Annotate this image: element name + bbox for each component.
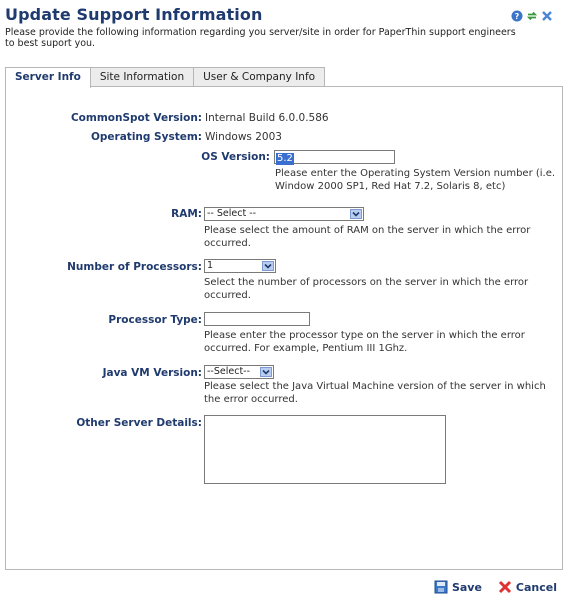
tab-panel-server-info (5, 86, 563, 570)
java-vm-label: Java VM Version: (102, 367, 202, 379)
operating-system-value: Windows 2003 (205, 131, 282, 143)
commonspot-version-value: Internal Build 6.0.0.586 (205, 112, 329, 124)
chevron-down-icon (260, 367, 272, 377)
close-icon[interactable] (541, 10, 553, 22)
refresh-icon[interactable] (526, 10, 538, 22)
cancel-label: Cancel (515, 580, 557, 594)
footer-actions (434, 580, 557, 594)
os-version-help: Please enter the Operating System Version number (i.e. Window 2000 SP1, Red Hat 7.2, Solaris 8, etc) (275, 168, 556, 192)
page-subtitle: Please provide the following information regarding you server/site in order for PaperThin support engineers to best suport you. (5, 27, 516, 49)
other-details-textarea[interactable] (204, 415, 446, 484)
save-button[interactable] (434, 580, 482, 594)
processors-help: Select the number of processors on the server in which the error occurred. (204, 277, 529, 301)
header-icons (511, 10, 553, 22)
ram-label: RAM: (171, 208, 202, 220)
os-version-input[interactable] (274, 150, 395, 164)
other-details-label: Other Server Details: (76, 417, 202, 429)
svg-text:?: ? (514, 12, 520, 21)
processor-type-input[interactable] (204, 312, 310, 326)
processor-type-help: Please enter the processor type on the server in which the error occurred. For example, Pentium III 1Ghz. (204, 330, 525, 354)
ram-help: Please select the amount of RAM on the server in which the error occurred. (204, 225, 531, 249)
tab-site-information[interactable]: Site Information (90, 67, 194, 87)
ram-select-value: -- Select -- (207, 208, 257, 219)
help-icon[interactable] (511, 10, 523, 22)
cancel-button[interactable] (498, 580, 557, 594)
tab-user-company-info[interactable]: User & Company Info (193, 67, 325, 87)
processors-label: Number of Processors: (67, 261, 202, 273)
os-version-value: 5.2 (277, 153, 293, 164)
tab-server-info[interactable]: Server Info (5, 67, 91, 88)
operating-system-label: Operating System: (90, 131, 202, 143)
chevron-down-icon (262, 261, 274, 271)
processor-type-label: Processor Type: (108, 314, 202, 326)
chevron-down-icon (350, 209, 362, 219)
save-label: Save (451, 580, 482, 594)
save-icon (434, 580, 448, 594)
tab-bar (5, 67, 324, 87)
processors-select-value: 1 (207, 260, 214, 271)
java-vm-help: Please select the Java Virtual Machine version of the server in which the error occurred. (204, 381, 546, 405)
commonspot-version-label: CommonSpot Version: (70, 112, 202, 124)
java-vm-select-value: --Select-- (207, 366, 251, 377)
java-vm-select[interactable] (204, 365, 274, 379)
ram-select[interactable] (204, 207, 364, 221)
os-version-label: OS Version: (201, 151, 270, 163)
processors-select[interactable] (204, 259, 276, 273)
cancel-x-icon (498, 580, 512, 594)
page-title: Update Support Information (5, 5, 263, 24)
